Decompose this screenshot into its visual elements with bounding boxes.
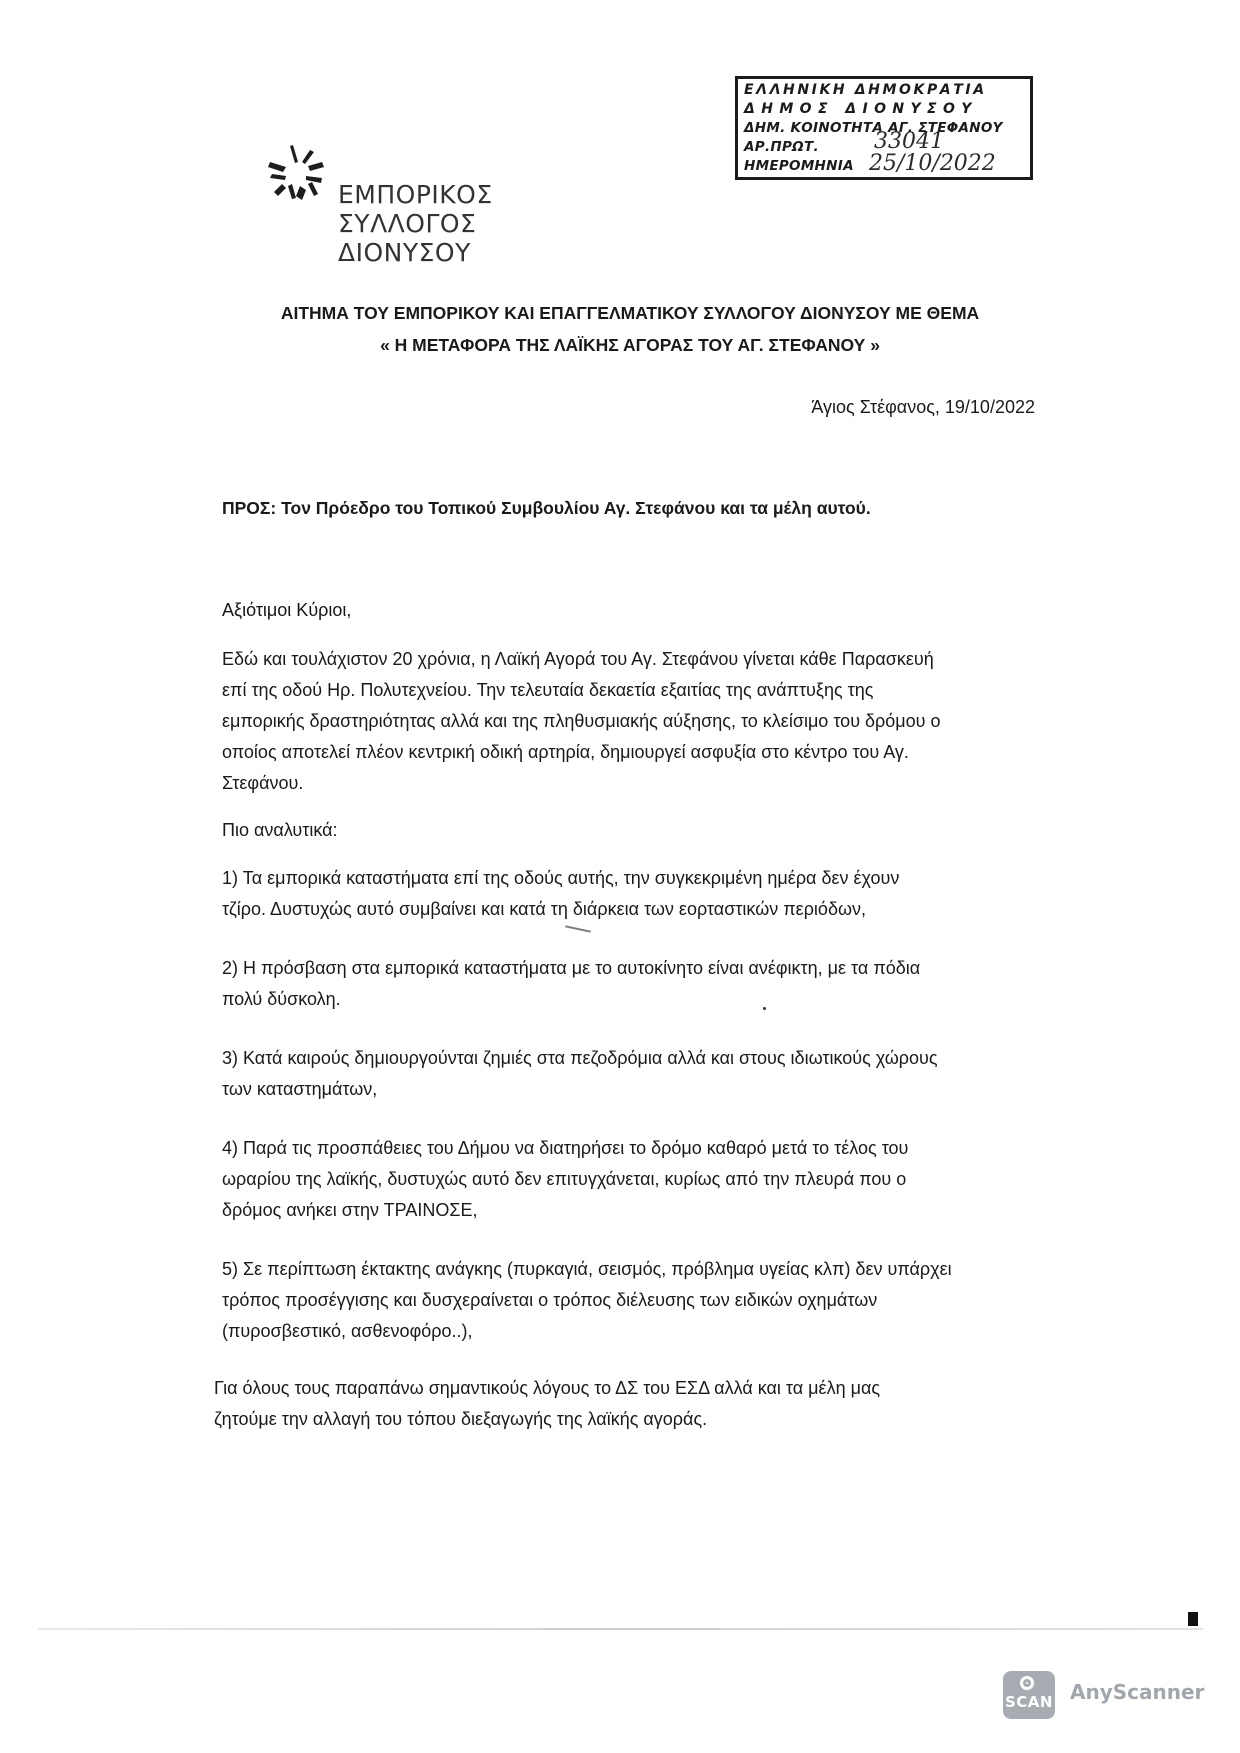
stamp-date-label: ΗΜΕΡΟΜΗΝΙΑ <box>744 158 854 174</box>
detail-label <box>222 815 1052 846</box>
intro-line: Εδώ και τουλάχιστον 20 χρόνια, η Λαϊκή Αγορά του Αγ. Στεφάνου γίνεται κάθε Παρασκευή <box>222 649 934 669</box>
stamp-line-municipality: ΔΗΜΟΣ ΔΙΟΝΥΣΟΥ <box>744 101 978 117</box>
scan-artifact-dot <box>763 1007 766 1010</box>
scan-page-edge <box>38 1628 1203 1630</box>
place-and-date: Άγιος Στέφανος, 19/10/2022 <box>811 397 1035 417</box>
point-line: 3) Κατά καιρούς δημιουργούνται ζημιές στα πεζοδρόμια αλλά και στους ιδιωτικούς χώρους <box>222 1048 938 1068</box>
watermark-app-name: AnyScanner <box>1070 1680 1205 1704</box>
recipient-line: ΠΡΟΣ: Τον Πρόεδρο του Τοπικού Συμβουλίου Αγ. Στεφάνου και τα μέλη αυτού. <box>222 498 871 518</box>
camera-lens-icon <box>1020 1676 1034 1690</box>
point-line: δρόμος ανήκει στην ΤΡΑΙΝΟΣΕ, <box>222 1200 478 1220</box>
greeting: Αξιότιμοι Κύριοι, <box>222 600 352 620</box>
intro-paragraph <box>222 644 1052 799</box>
stamp-date-value: 25/10/2022 <box>869 151 996 176</box>
point-line: των καταστημάτων, <box>222 1079 378 1099</box>
document-title-line-1: ΑΙΤΗΜΑ ΤΟΥ ΕΜΠΟΡΙΚΟΥ ΚΑΙ ΕΠΑΓΓΕΛΜΑΤΙΚΟΥ ΣΥΛΛΟΓΟΥ ΔΙΟΝΥΣΟΥ ΜΕ ΘΕΜΑ <box>280 303 980 323</box>
intro-line: Στεφάνου. <box>222 773 304 793</box>
point-line: τρόπος προσέγγισης και δυσχεραίνεται ο τρόπος διέλευσης των ειδικών οχημάτων <box>222 1290 878 1310</box>
point-line: τζίρο. Δυστυχώς αυτό συμβαίνει και κατά τη διάρκεια των εορταστικών περιόδων, <box>222 899 867 919</box>
scan-badge-icon <box>1003 1671 1055 1719</box>
logo-line-1: ΕΜΠΟΡΙΚΟΣ <box>338 180 493 209</box>
registration-stamp <box>735 76 1033 180</box>
stamp-line-date <box>744 151 1024 176</box>
intro-line: οποίος αποτελεί πλέον κεντρική οδική αρτηρία, δημιουργεί ασφυξία στο κέντρο του Αγ. <box>222 742 909 762</box>
point-line: 4) Παρά τις προσπάθειες του Δήμου να διατηρήσει το δρόμο καθαρό μετά το τέλος του <box>222 1138 909 1158</box>
point-line: πολύ δύσκολη. <box>222 989 341 1009</box>
point-line: 2) Η πρόσβαση στα εμπορικά καταστήματα με το αυτοκίνητο είναι ανέφικτη, με τα πόδια <box>222 958 921 978</box>
logo-wordmark <box>338 180 493 267</box>
intro-line: επί της οδού Ηρ. Πολυτεχνείου. Την τελευταία δεκαετία εξαιτίας της ανάπτυξης της <box>222 680 874 700</box>
point-2 <box>222 953 1052 1015</box>
intro-line: εμπορικής δραστηριότητας αλλά και της πληθυσμιακής αύξησης, το κλείσιμο του δρόμου ο <box>222 711 941 731</box>
sunburst-arrows-icon <box>262 140 342 220</box>
closing-line: Για όλους τους παραπάνω σημαντικούς λόγους το ΔΣ του ΕΣΔ αλλά και τα μέλη μας <box>214 1378 881 1398</box>
scan-artifact-mark <box>565 925 591 932</box>
stamp-line-community: ΔΗΜ. ΚΟΙΝΟΤΗΤΑ ΑΓ. ΣΤΕΦΑΝΟΥ <box>744 120 1003 136</box>
stamp-line-republic: ΕΛΛΗΝΙΚΗ ΔΗΜΟΚΡΑΤΙΑ <box>744 82 987 98</box>
point-line: 1) Τα εμπορικά καταστήματα επί της οδούς αυτής, την συγκεκριμένη ημέρα δεν έχουν <box>222 868 900 888</box>
point-5 <box>222 1254 1052 1347</box>
association-logo <box>262 140 522 270</box>
closing-line: ζητούμε την αλλαγή του τόπου διεξαγωγής της λαϊκής αγοράς. <box>214 1409 708 1429</box>
point-4 <box>222 1133 1052 1226</box>
point-1 <box>222 863 1052 925</box>
closing-paragraph <box>214 1373 1044 1435</box>
detail-label-text: Πιο αναλυτικά: <box>222 820 338 840</box>
stamp-protocol-label: ΑΡ.ΠΡΩΤ. <box>744 139 819 155</box>
point-line: 5) Σε περίπτωση έκτακτης ανάγκης (πυρκαγιά, σεισμός, πρόβλημα υγείας κλπ) δεν υπάρχει <box>222 1259 952 1279</box>
document-title-line-2: « Η ΜΕΤΑΦΟΡΑ ΤΗΣ ΛΑΪΚΗΣ ΑΓΟΡΑΣ ΤΟΥ ΑΓ. ΣΤΕΦΑΝΟΥ » <box>380 335 880 355</box>
logo-line-2: ΣΥΛΛΟΓΟΣ <box>338 209 477 238</box>
point-line: (πυροσβεστικό, ασθενοφόρο..), <box>222 1321 473 1341</box>
scan-badge-text: SCAN <box>1005 1693 1053 1711</box>
scan-corner-mark <box>1188 1612 1198 1626</box>
point-line: ωραρίου της λαϊκής, δυστυχώς αυτό δεν επιτυγχάνεται, κυρίως από την πλευρά που ο <box>222 1169 907 1189</box>
point-3 <box>222 1043 1052 1105</box>
stamp-protocol-number: 33041 <box>874 129 944 154</box>
anyscanner-watermark <box>1003 1671 1203 1715</box>
logo-line-3: ΔΙΟΝΥΣΟΥ <box>338 238 471 267</box>
